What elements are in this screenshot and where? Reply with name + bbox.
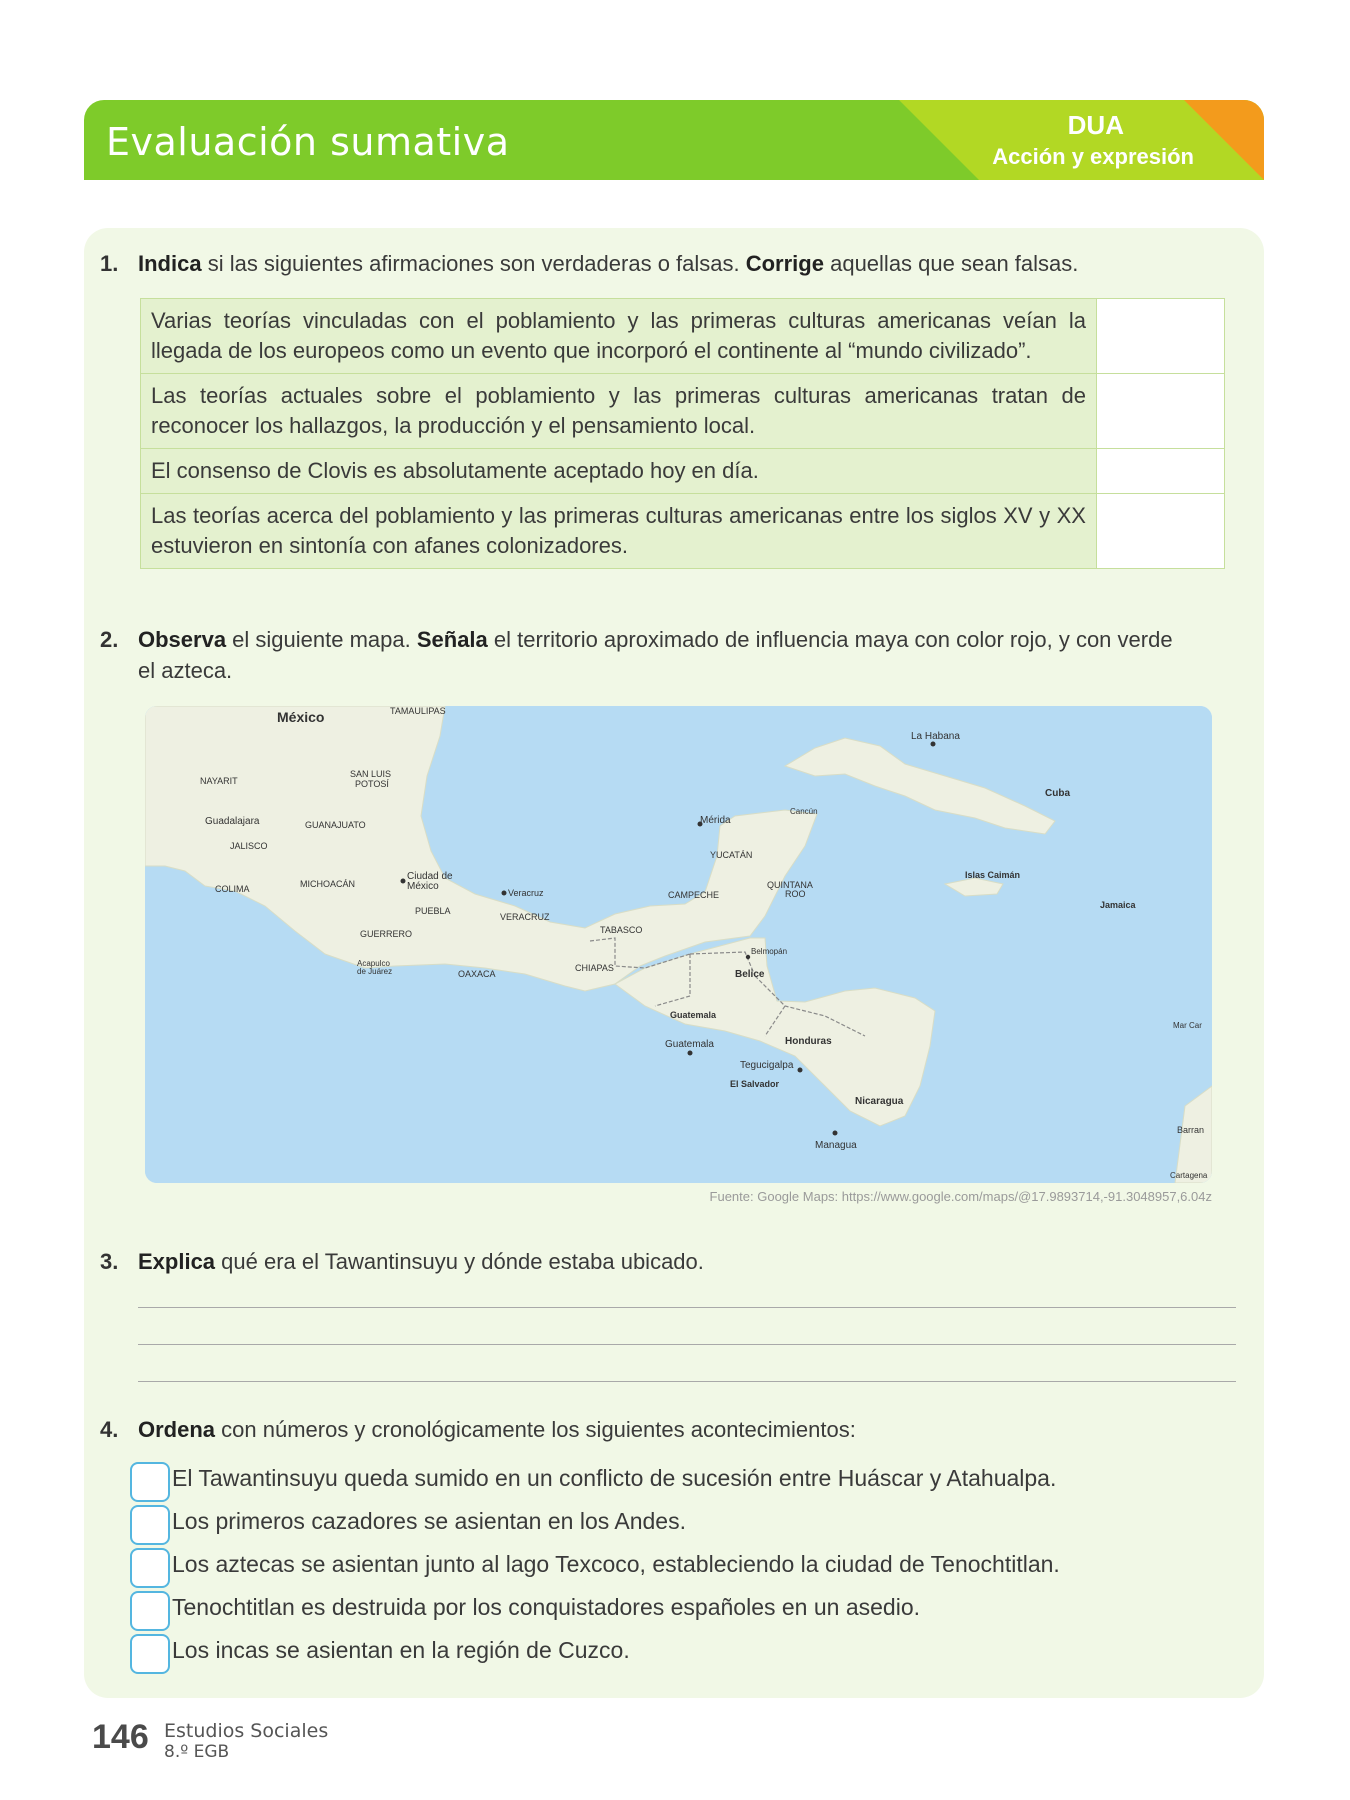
map-label: PUEBLA	[415, 906, 451, 916]
instruction-text: con números y cronológicamente los siguientes acontecimientos:	[215, 1417, 856, 1442]
table-row	[141, 494, 1225, 569]
map-mesoamerica	[145, 706, 1212, 1183]
map-label: Jamaica	[1100, 900, 1136, 910]
map-label: OAXACA	[458, 969, 496, 979]
map-label: Tegucigalpa	[740, 1060, 794, 1071]
map-label: Guatemala	[670, 1010, 717, 1020]
map-label: ROO	[785, 889, 806, 899]
map-label: La Habana	[911, 731, 960, 742]
order-number-box[interactable]	[130, 1505, 170, 1545]
instruction-verb: Corrige	[745, 251, 824, 276]
map-label: Mérida	[700, 815, 731, 826]
map-label: TAMAULIPAS	[390, 706, 446, 716]
instruction-verb: Indica	[138, 251, 202, 276]
map-label: Managua	[815, 1140, 857, 1151]
instruction-text: aquellas que sean falsas.	[823, 251, 1079, 276]
map-label: Ciudad de	[407, 871, 453, 882]
instruction-text: si las siguientes afirmaciones son verdaderas o falsas.	[201, 251, 746, 276]
order-item-text: Tenochtitlan es destruida por los conquistadores españoles en un asedio.	[172, 1594, 920, 1620]
header-banner	[84, 100, 1264, 180]
map-graphic	[145, 706, 1212, 1183]
footer-grade: 8.º EGB	[164, 1742, 230, 1762]
map-label: El Salvador	[730, 1079, 780, 1089]
statement-cell: Varias teorías vinculadas con el poblamiento y las primeras culturas americanas veían la llegada de los europeos como un evento que incorporó el continente al “mundo civilizado”.	[141, 299, 1097, 374]
question-number: 3.	[100, 1249, 119, 1274]
dua-label: DUA	[1067, 110, 1124, 140]
map-label: TABASCO	[600, 925, 643, 935]
page-title: Evaluación sumativa	[106, 120, 510, 164]
answer-cell[interactable]	[1096, 449, 1224, 494]
instruction-text: el azteca.	[138, 658, 233, 683]
question-3	[100, 1246, 704, 1277]
map-label: YUCATÁN	[710, 850, 753, 860]
order-number-box[interactable]	[130, 1634, 170, 1674]
city-dot	[502, 891, 507, 896]
question-number: 4.	[100, 1417, 119, 1442]
order-number-box[interactable]	[130, 1548, 170, 1588]
instruction-verb: Señala	[416, 627, 488, 652]
map-label: Nicaragua	[855, 1096, 904, 1107]
answer-line[interactable]	[138, 1381, 1236, 1382]
city-dot	[833, 1131, 838, 1136]
answer-line[interactable]	[138, 1307, 1236, 1308]
instruction-verb: Observa	[138, 627, 227, 652]
table-row	[141, 374, 1225, 449]
map-label: CHIAPAS	[575, 963, 614, 973]
answer-line[interactable]	[138, 1344, 1236, 1345]
page-number: 146	[92, 1718, 149, 1756]
order-number-box[interactable]	[130, 1462, 170, 1502]
map-label: Cartagena	[1170, 1171, 1208, 1180]
answer-cell[interactable]	[1096, 374, 1224, 449]
table-row	[141, 449, 1225, 494]
statement-cell: Las teorías acerca del poblamiento y las primeras culturas americanas entre los siglos XV y XX estuvieron en sintonía con afanes colonizadores.	[141, 494, 1097, 569]
map-label: Islas Caimán	[965, 870, 1021, 880]
question-2	[100, 624, 1173, 686]
question-number: 2.	[100, 627, 119, 652]
city-dot	[688, 1051, 693, 1056]
true-false-table	[140, 298, 1225, 569]
map-label: SAN LUIS	[350, 769, 392, 779]
map-source: Fuente: Google Maps: https://www.google.com/maps/@17.9893714,-91.3048957,6.04z	[709, 1189, 1212, 1204]
instruction-verb: Ordena	[138, 1417, 216, 1442]
map-label: Veracruz	[508, 888, 544, 898]
instruction-verb: Explica	[138, 1249, 216, 1274]
footer-subject: Estudios Sociales	[164, 1720, 329, 1742]
map-label: Honduras	[785, 1036, 832, 1047]
map-label: México	[277, 709, 325, 725]
map-label: Cuba	[1045, 788, 1070, 799]
map-label: POTOSÍ	[355, 779, 389, 789]
map-label: COLIMA	[215, 884, 250, 894]
answer-cell[interactable]	[1096, 494, 1224, 569]
map-label: de Juárez	[357, 967, 393, 976]
question-4	[100, 1414, 856, 1445]
city-dot	[746, 955, 750, 959]
map-label: VERACRUZ	[500, 912, 550, 922]
map-label: JALISCO	[230, 841, 268, 851]
order-item-text: Los aztecas se asientan junto al lago Texcoco, estableciendo la ciudad de Tenochtitlan.	[172, 1551, 1060, 1577]
map-label: CAMPECHE	[668, 890, 720, 900]
city-dot	[931, 742, 936, 747]
answer-cell[interactable]	[1096, 299, 1224, 374]
statement-cell: Las teorías actuales sobre el poblamiento y las primeras culturas americanas tratan de reconocer los hallazgos, la producción y el pensamiento local.	[141, 374, 1097, 449]
order-item-text: El Tawantinsuyu queda sumido en un conflicto de sucesión entre Huáscar y Atahualpa.	[172, 1465, 1057, 1491]
question-number: 1.	[100, 251, 119, 276]
instruction-text: qué era el Tawantinsuyu y dónde estaba ubicado.	[215, 1249, 704, 1274]
map-label: GUERRERO	[360, 929, 413, 939]
instruction-text: el territorio aproximado de influencia maya con color rojo, y con verde	[487, 627, 1173, 652]
map-label: QUINTANA	[767, 880, 813, 890]
map-label: MICHOACÁN	[300, 879, 356, 889]
statement-cell: El consenso de Clovis es absolutamente aceptado hoy en día.	[141, 449, 1097, 494]
order-item-text: Los primeros cazadores se asientan en los Andes.	[172, 1508, 686, 1534]
order-number-box[interactable]	[130, 1591, 170, 1631]
table-row	[141, 299, 1225, 374]
city-dot	[401, 879, 406, 884]
dua-subtitle: Acción y expresión	[992, 144, 1194, 169]
map-label: NAYARIT	[200, 776, 238, 786]
instruction-text: el siguiente mapa.	[226, 627, 417, 652]
order-item-text: Los incas se asientan en la región de Cuzco.	[172, 1637, 630, 1663]
map-label: GUANAJUATO	[305, 820, 366, 830]
map-label: Belice	[735, 969, 765, 980]
map-label: México	[407, 881, 439, 892]
map-label: Mar Car	[1173, 1021, 1202, 1030]
map-label: Cancún	[790, 807, 818, 816]
map-label: Acapulco	[357, 959, 390, 968]
map-label: Guadalajara	[205, 816, 260, 827]
question-1	[100, 248, 1078, 279]
map-label: Belmopán	[751, 947, 788, 956]
map-label: Barran	[1177, 1125, 1205, 1135]
map-label: Guatemala	[665, 1039, 714, 1050]
city-dot	[798, 1068, 803, 1073]
